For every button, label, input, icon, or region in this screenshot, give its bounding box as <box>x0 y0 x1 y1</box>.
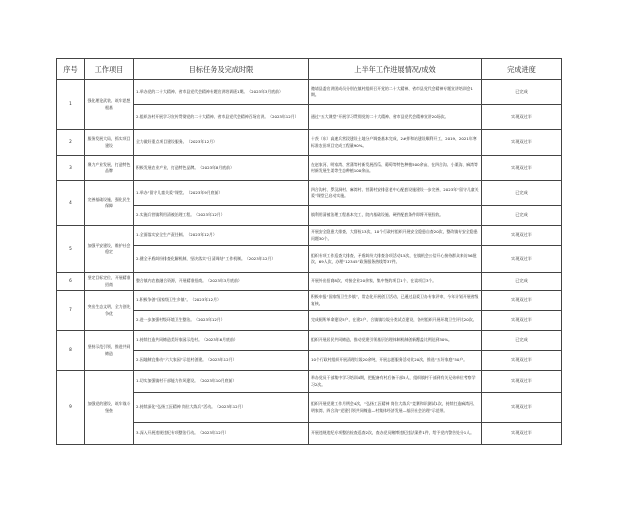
table-row <box>57 80 562 105</box>
header-progress: 上半年工作进展情况/成效 <box>309 59 482 80</box>
row-project: 加强平安建设，维护社会稳定 <box>85 226 134 273</box>
row-project: 坚持示范引领，推进共同缔造 <box>85 331 134 371</box>
header-row <box>57 59 562 80</box>
table-row <box>57 371 562 393</box>
row-status: 实现双过半 <box>482 130 562 156</box>
row-status: 实现双过半 <box>482 291 562 311</box>
row-target: 2.健全矛盾纠纷排查化解机制，坚决落实“日清周结”工作机制。（2023年12月） <box>134 246 309 273</box>
row-progress: 组织开展党建工作月例会4次，“弘扬工匠精神 岗位大练兵”竞赛和识测试1次，持续打造麻湾河、明家湾、四合沟“党建引领共同缔造—村集体经济发展—基层社会治理”示范带。 <box>309 393 482 423</box>
row-status: 已完成 <box>482 331 562 351</box>
row-progress: 在赵家河、明家湾、营蒲等村新发展西瓜、葡萄等特色种植500余亩，在四合沟、小栗沟、麻湾等村新发展生姜等生态种植100余亩。 <box>309 156 482 181</box>
row-target: 2.组织各村开展学习宣传贯彻党的二十大精神、省市县党代会精神百场宣讲。（2023年12月） <box>134 105 309 130</box>
row-progress: 10个行政村组织开展清理垃圾20余吨，开展志愿服务活动比20次，推选“五好家庭”50户。 <box>309 351 482 371</box>
row-status: 实现双过半 <box>482 105 562 130</box>
row-status: 实现双过半 <box>482 351 562 371</box>
row-progress: 举办党员干部集中学习培训4期，把配备有村后备干部5人，组织镇村干部到有关兄弟单位考察学习2次。 <box>309 371 482 393</box>
row-progress: 积极申报“国家级卫生乡镇”，常态化开展创卫活动，已通过县爱卫办专家评审，今年计划开展省级复核。 <box>309 291 482 311</box>
row-target: 3.深入开展违规违纪专项整治行动。（2023年12月） <box>134 423 309 445</box>
row-target: 1.举办党的二十大精神、省市县党代会精神专题宣讲培训班1期。（2023年3月底前） <box>134 80 309 105</box>
table-row <box>57 291 562 311</box>
table-row <box>57 273 562 291</box>
row-target: 1.切实加强镇村干部能力作风建设。（2023年10月底前） <box>134 371 309 393</box>
row-status: 实现双过半 <box>482 156 562 181</box>
row-target: 2.因地制宜推动“六大家园”示范村创建。（2023年12月） <box>134 351 309 371</box>
row-target: 2.持续深化“弘扬工匠精神 岗位大练兵”活动。（2023年12月） <box>134 393 309 423</box>
row-status: 实现双过半 <box>482 371 562 393</box>
header-target: 目标任务及完成时限 <box>134 59 309 80</box>
progress-table <box>56 58 562 445</box>
row-progress: 四合沟村、罗汉洞村、麻湾村、营蒲村安排意老中心配套设施建设一步完善，2023年“留守儿童关爱”课堂已启动实施。 <box>309 181 482 206</box>
header-project: 工作项目 <box>85 59 134 80</box>
work-progress-sheet <box>56 58 561 445</box>
header-status: 完成进度 <box>482 59 562 80</box>
row-project: 完善基础设施，强化民生保障 <box>85 181 134 226</box>
row-status: 已完成 <box>482 273 562 291</box>
header-seq: 序号 <box>57 59 85 80</box>
row-progress: 组织开展居民共同缔造，推动党建引领基层治理体制机制创新覆盖比例达到30%。 <box>309 331 482 351</box>
row-seq: 8 <box>57 331 85 371</box>
row-progress: 组织专项工作巡查大排查，矛盾纠纷大排查各项活动15次，在镇机会公信开心接待群众来访56批次，69人次，办理“12345”政务服务热线等37件。 <box>309 246 482 273</box>
row-target: 积极发展农业产业，打造特色品牌。（2023年8月底前） <box>134 156 309 181</box>
row-progress: 镇利用清被治理工程基本完工，院内基础设施、硬件配套条件即将开展验收。 <box>309 206 482 226</box>
row-project: 聚力产业发展，打造特色品牌 <box>85 156 134 181</box>
row-status: 实现双过半 <box>482 246 562 273</box>
row-status: 实现双过半 <box>482 423 562 445</box>
row-seq: 2 <box>57 130 85 156</box>
table-row <box>57 226 562 246</box>
table-row <box>57 331 562 351</box>
row-target: 全力做好重点项目建设服务。（2023年12月） <box>134 130 309 156</box>
row-target: 2.实施兵营镇利用清被治理工程。（2023年12月） <box>134 206 309 226</box>
table-body <box>57 80 562 445</box>
row-status: 实现双过半 <box>482 311 562 331</box>
row-status: 已完成 <box>482 206 562 226</box>
row-status: 实现双过半 <box>482 393 562 423</box>
row-target: 整合镇内农旅融合资源，开展精准招商。（2023年3月底前） <box>134 273 309 291</box>
table-row <box>57 156 562 181</box>
row-seq: 5 <box>57 226 85 273</box>
row-progress: 十茨（东）高速兵营段建设土地分户调查基本完成，2#拌和站建设顺利开工，2019、2021年寒标准农田项目完成工程量90%。 <box>309 130 482 156</box>
row-seq: 7 <box>57 291 85 331</box>
row-seq: 3 <box>57 156 85 181</box>
row-target: 2.进一步加强村级环境卫生整治。（2023年12月） <box>134 311 309 331</box>
row-seq: 1 <box>57 80 85 130</box>
table-row <box>57 130 562 156</box>
row-project: 服务发展大局，抓实项目建设 <box>85 130 134 156</box>
row-progress: 邀请县委宣讲团成员分别在镇村组织召开党的二十大精神、省市县党代会精神专题宣讲培训会1期。 <box>309 80 482 105</box>
table-row <box>57 181 562 206</box>
row-target: 1.持续打造共同缔造美好家园示范村。（2023年6月底前） <box>134 331 309 351</box>
row-progress: 开展外出招商8次，对接企业20余家，集中签约项目1个，在谈项目3个。 <box>309 273 482 291</box>
row-project: 坚定目标定位，开展精准招商 <box>85 273 134 291</box>
row-seq: 6 <box>57 273 85 291</box>
row-progress: 开展安全隐患大排查，大督检13次，10个行政村组织开展安全隐患自查20次，整改镇专安全隐患问题30个。 <box>309 226 482 246</box>
row-status: 已完成 <box>482 80 562 105</box>
row-project: 强化理论武装、筑牢思想根基 <box>85 80 134 130</box>
row-progress: 通过“五大课堂”开展学习贯彻党的二十大精神、省市县党代会精神宣讲20场次。 <box>309 105 482 130</box>
row-target: 1.全面落实安全生产责任制。（2023年12月） <box>134 226 309 246</box>
row-status: 实现双过半 <box>482 226 562 246</box>
row-project: 突出生态文明，全力创先争优 <box>85 291 134 331</box>
row-seq: 9 <box>57 371 85 445</box>
row-progress: 开展违规违纪专项整治检查巡查2次，查办党员赌博违纪违法案件1件，给予党内警告处分1人。 <box>309 423 482 445</box>
row-progress: 完成厕所革命建设5户，在建2户，合镇镇垃圾分类试点建设，各村组织开展环境卫生评比20次。 <box>309 311 482 331</box>
row-project: 加强党的建设，筑牢战斗堡垒 <box>85 371 134 445</box>
row-seq: 4 <box>57 181 85 226</box>
row-status: 已完成 <box>482 181 562 206</box>
row-target: 1.举办“留守儿童关爱”课堂。（2023年9月底前） <box>134 181 309 206</box>
row-target: 1.积极争创“国家级卫生乡镇”。（2023年12月） <box>134 291 309 311</box>
